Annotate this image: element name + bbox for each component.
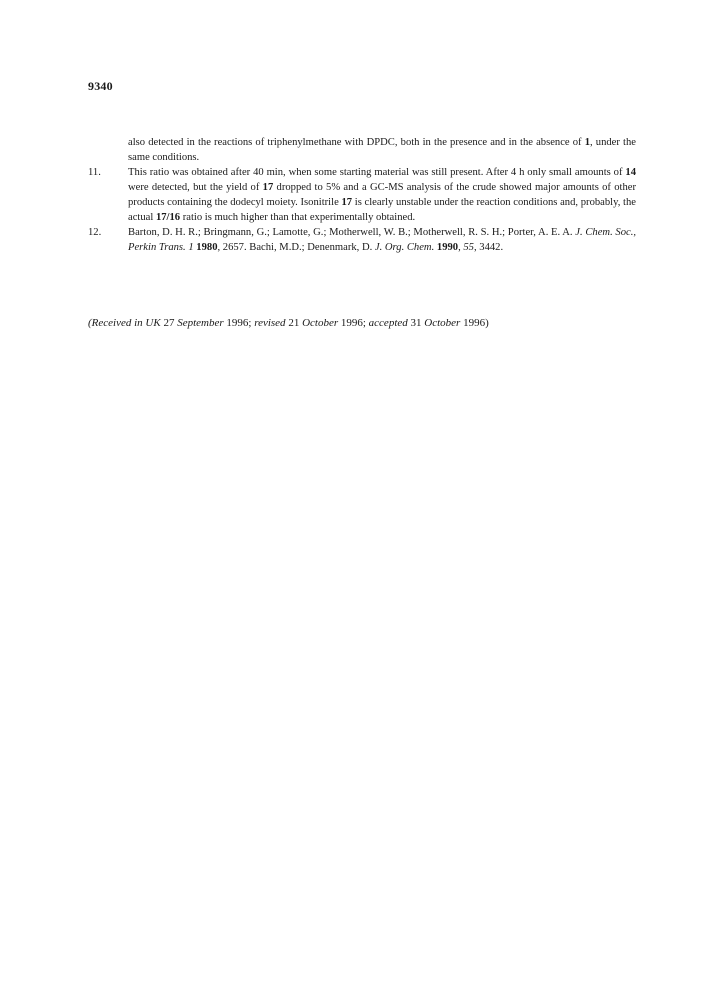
- text-run: This ratio was obtained after 40 min, when some starting material was still present. After 4 h only small amounts of: [128, 167, 626, 178]
- month: September: [177, 317, 224, 329]
- notes-section: [88, 135, 636, 255]
- text-run: 21: [285, 317, 303, 329]
- compound-ref: 17: [341, 197, 353, 208]
- text-run: Barton, D. H. R.; Bringmann, G.; Lamotte, G.; Motherwell, W. B.; Motherwell, R. S. H.; Porter, A. E. A.: [128, 227, 576, 238]
- received-label: Received in UK: [91, 317, 161, 329]
- note-number: 11.: [88, 167, 101, 178]
- text-run: , under the same conditions.: [128, 137, 636, 163]
- month: October: [302, 317, 339, 329]
- text-run: 1996;: [223, 317, 255, 329]
- accepted-label: accepted: [368, 317, 408, 329]
- note-11: [88, 165, 636, 225]
- compound-ref: 17: [262, 182, 274, 193]
- text-run: 1996): [460, 317, 489, 329]
- journal-name: J. Chem. Soc., Perkin Trans. 1: [128, 227, 637, 253]
- compound-ref: 1: [584, 137, 591, 148]
- note-12: 12. Barton, D. H. R.; Bringmann, G.; Lamotte, G.; Motherwell, W. B.; Motherwell, R. S. H.; Porter, A. E. A. J. Chem. Soc., Perkin Trans. 1 1980, 2657. Bachi, M.D.; Denenmark, D. J. Org. Chem. 1990, 55, 3442.: [88, 227, 637, 253]
- text-run: dropped to 5% and a GC-MS analysis of the crude showed major amounts of other products containing the dodecyl moiety. Isonitrile: [128, 182, 636, 208]
- text-run: 31: [407, 317, 425, 329]
- text-run: 3442.: [479, 242, 504, 253]
- text-run: were detected, but the yield of: [128, 182, 263, 193]
- text-run: 27: [160, 317, 178, 329]
- journal-name: J. Org. Chem.: [374, 242, 435, 253]
- paren: (: [88, 317, 92, 329]
- text-run: , 2657. Bachi, M.D.; Denenmark, D.: [217, 242, 375, 253]
- journal-volume: 55: [463, 242, 474, 253]
- note-number: 12.: [88, 227, 102, 238]
- received-dates: [88, 316, 489, 331]
- journal-year: 1980: [196, 242, 218, 253]
- revised-label: revised: [254, 317, 286, 329]
- text-run: is clearly unstable under the reaction conditions and, probably, the actual: [128, 197, 636, 223]
- text-run: ratio is much higher than that experimentally obtained.: [180, 212, 416, 223]
- compound-ratio: 17/16: [155, 212, 181, 223]
- page-number: 9340: [88, 79, 113, 93]
- text-run: also detected in the reactions of triphenylmethane with DPDC, both in the presence and in the absence of: [128, 137, 585, 148]
- note-10-continuation: [88, 135, 636, 165]
- journal-year: 1990: [436, 242, 459, 253]
- month: October: [424, 317, 461, 329]
- compound-ref: 14: [625, 167, 636, 178]
- text-run: 1996;: [338, 317, 369, 329]
